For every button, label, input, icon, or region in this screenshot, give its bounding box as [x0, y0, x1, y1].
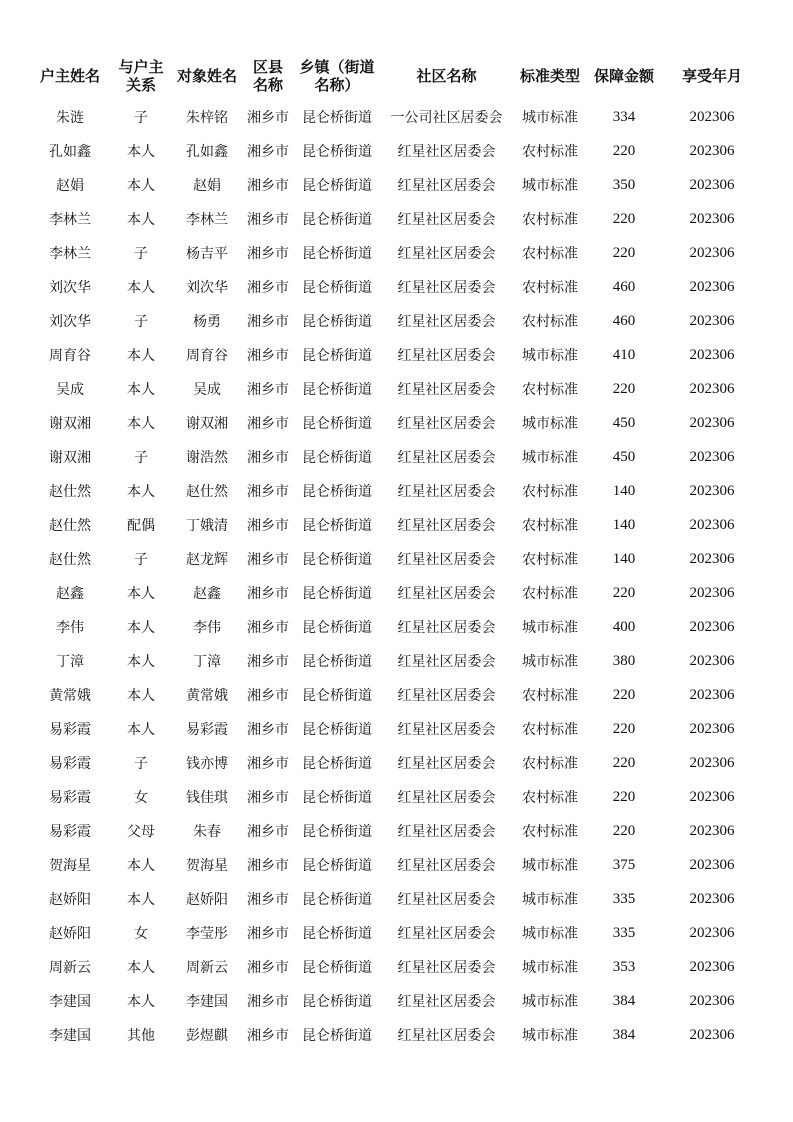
cell-standard-type: 农村标准 [522, 144, 578, 160]
cell-county: 湘乡市 [247, 722, 289, 738]
cell-head-of-household: 朱涟 [56, 110, 84, 126]
cell-community: 红星社区居委会 [397, 892, 496, 908]
cell-standard-type: 农村标准 [522, 790, 578, 806]
table-row [30, 168, 763, 202]
cell-head-of-household: 李林兰 [49, 246, 91, 262]
cell-community: 红星社区居委会 [397, 450, 496, 466]
cell-recipient-name: 赵龙辉 [186, 552, 228, 568]
cell-community: 红星社区居委会 [397, 416, 496, 432]
cell-standard-type: 城市标准 [522, 960, 578, 976]
cell-community: 红星社区居委会 [397, 756, 496, 772]
cell-relationship: 本人 [127, 892, 155, 908]
cell-relationship: 本人 [127, 688, 155, 704]
table-row [30, 304, 763, 338]
cell-relationship: 本人 [127, 348, 155, 364]
cell-township: 昆仑桥街道 [302, 858, 372, 874]
cell-recipient-name: 吴成 [193, 382, 221, 398]
cell-standard-type: 农村标准 [522, 484, 578, 500]
cell-amount: 384 [612, 992, 636, 1009]
cell-recipient-name: 赵娟 [193, 178, 221, 194]
cell-recipient-name: 贺海星 [186, 858, 228, 874]
cell-township: 昆仑桥街道 [302, 450, 372, 466]
cell-head-of-household: 李建国 [49, 1028, 91, 1044]
assistance-roster-table [30, 52, 763, 1052]
cell-township: 昆仑桥街道 [302, 280, 372, 296]
cell-standard-type: 农村标准 [522, 246, 578, 262]
cell-head-of-household: 丁漳 [56, 654, 84, 670]
cell-community: 红星社区居委会 [397, 246, 496, 262]
cell-recipient-name: 孔如鑫 [186, 144, 228, 160]
cell-standard-type: 城市标准 [522, 926, 578, 942]
cell-relationship: 父母 [127, 824, 155, 840]
cell-period: 202306 [689, 210, 735, 227]
cell-standard-type: 城市标准 [522, 892, 578, 908]
cell-amount: 220 [612, 584, 636, 601]
cell-county: 湘乡市 [247, 382, 289, 398]
cell-amount: 140 [612, 550, 636, 567]
cell-period: 202306 [689, 618, 735, 635]
cell-standard-type: 农村标准 [522, 824, 578, 840]
cell-period: 202306 [689, 686, 735, 703]
cell-period: 202306 [689, 142, 735, 159]
header-recipient-name: 对象姓名 [176, 67, 237, 85]
cell-period: 202306 [689, 992, 735, 1009]
cell-relationship: 本人 [127, 722, 155, 738]
cell-head-of-household: 易彩霞 [49, 790, 91, 806]
cell-county: 湘乡市 [247, 110, 289, 126]
header-row [30, 52, 763, 100]
cell-relationship: 女 [134, 790, 148, 806]
cell-period: 202306 [689, 958, 735, 975]
cell-recipient-name: 赵鑫 [193, 586, 221, 602]
cell-recipient-name: 易彩霞 [186, 722, 228, 738]
cell-community: 红星社区居委会 [397, 280, 496, 296]
cell-standard-type: 农村标准 [522, 314, 578, 330]
cell-amount: 450 [612, 448, 636, 465]
cell-head-of-household: 吴成 [56, 382, 84, 398]
cell-standard-type: 农村标准 [522, 586, 578, 602]
cell-county: 湘乡市 [247, 484, 289, 500]
table-row [30, 746, 763, 780]
table-row [30, 100, 763, 134]
header-community: 社区名称 [416, 67, 477, 85]
cell-standard-type: 农村标准 [522, 280, 578, 296]
cell-relationship: 子 [134, 756, 148, 772]
table-row [30, 134, 763, 168]
cell-amount: 450 [612, 414, 636, 431]
cell-amount: 384 [612, 1026, 636, 1043]
cell-recipient-name: 赵娇阳 [186, 892, 228, 908]
cell-county: 湘乡市 [247, 620, 289, 636]
cell-relationship: 本人 [127, 144, 155, 160]
cell-township: 昆仑桥街道 [302, 246, 372, 262]
header-relationship: 与户主 关系 [118, 58, 164, 94]
cell-standard-type: 城市标准 [522, 994, 578, 1010]
cell-county: 湘乡市 [247, 892, 289, 908]
cell-township: 昆仑桥街道 [302, 314, 372, 330]
cell-head-of-household: 李伟 [56, 620, 84, 636]
cell-relationship: 女 [134, 926, 148, 942]
cell-relationship: 子 [134, 314, 148, 330]
cell-amount: 335 [612, 890, 636, 907]
cell-township: 昆仑桥街道 [302, 688, 372, 704]
cell-county: 湘乡市 [247, 246, 289, 262]
cell-head-of-household: 刘次华 [49, 280, 91, 296]
cell-head-of-household: 赵娇阳 [49, 926, 91, 942]
cell-township: 昆仑桥街道 [302, 994, 372, 1010]
cell-relationship: 子 [134, 246, 148, 262]
cell-county: 湘乡市 [247, 586, 289, 602]
cell-recipient-name: 杨吉平 [186, 246, 228, 262]
cell-relationship: 子 [134, 450, 148, 466]
cell-relationship: 本人 [127, 960, 155, 976]
cell-township: 昆仑桥街道 [302, 110, 372, 126]
cell-relationship: 子 [134, 552, 148, 568]
cell-community: 红星社区居委会 [397, 858, 496, 874]
cell-community: 红星社区居委会 [397, 212, 496, 228]
cell-township: 昆仑桥街道 [302, 756, 372, 772]
cell-head-of-household: 刘次华 [49, 314, 91, 330]
cell-amount: 220 [612, 720, 636, 737]
cell-head-of-household: 黄常娥 [49, 688, 91, 704]
cell-recipient-name: 丁漳 [193, 654, 221, 670]
cell-amount: 460 [612, 278, 636, 295]
cell-period: 202306 [689, 856, 735, 873]
cell-period: 202306 [689, 550, 735, 567]
cell-community: 红星社区居委会 [397, 484, 496, 500]
cell-recipient-name: 丁娥清 [186, 518, 228, 534]
cell-community: 红星社区居委会 [397, 382, 496, 398]
cell-township: 昆仑桥街道 [302, 416, 372, 432]
cell-county: 湘乡市 [247, 994, 289, 1010]
cell-period: 202306 [689, 108, 735, 125]
cell-amount: 400 [612, 618, 636, 635]
cell-recipient-name: 谢双湘 [186, 416, 228, 432]
cell-head-of-household: 李建国 [49, 994, 91, 1010]
cell-amount: 375 [612, 856, 636, 873]
cell-amount: 335 [612, 924, 636, 941]
cell-county: 湘乡市 [247, 960, 289, 976]
cell-amount: 220 [612, 244, 636, 261]
table-row [30, 678, 763, 712]
cell-period: 202306 [689, 1026, 735, 1043]
cell-recipient-name: 李建国 [186, 994, 228, 1010]
table-row [30, 712, 763, 746]
cell-head-of-household: 赵鑫 [56, 586, 84, 602]
cell-community: 红星社区居委会 [397, 790, 496, 806]
table-row [30, 1018, 763, 1052]
cell-head-of-household: 孔如鑫 [49, 144, 91, 160]
cell-township: 昆仑桥街道 [302, 824, 372, 840]
cell-period: 202306 [689, 448, 735, 465]
cell-period: 202306 [689, 482, 735, 499]
cell-relationship: 本人 [127, 586, 155, 602]
cell-community: 红星社区居委会 [397, 1028, 496, 1044]
cell-county: 湘乡市 [247, 858, 289, 874]
header-head-of-household: 户主姓名 [39, 67, 100, 85]
table-row [30, 644, 763, 678]
cell-community: 一公司社区居委会 [390, 110, 503, 126]
cell-community: 红星社区居委会 [397, 586, 496, 602]
cell-standard-type: 城市标准 [522, 178, 578, 194]
cell-head-of-household: 赵仕然 [49, 484, 91, 500]
cell-head-of-household: 易彩霞 [49, 824, 91, 840]
cell-standard-type: 农村标准 [522, 212, 578, 228]
cell-amount: 380 [612, 652, 636, 669]
cell-standard-type: 城市标准 [522, 110, 578, 126]
cell-recipient-name: 周新云 [186, 960, 228, 976]
cell-head-of-household: 赵娟 [56, 178, 84, 194]
cell-amount: 220 [612, 210, 636, 227]
table-row [30, 202, 763, 236]
cell-relationship: 其他 [127, 1028, 155, 1044]
cell-standard-type: 城市标准 [522, 450, 578, 466]
cell-amount: 220 [612, 754, 636, 771]
cell-period: 202306 [689, 754, 735, 771]
header-township: 乡镇（街道 名称） [299, 58, 375, 94]
cell-county: 湘乡市 [247, 688, 289, 704]
cell-community: 红星社区居委会 [397, 620, 496, 636]
cell-amount: 140 [612, 482, 636, 499]
cell-period: 202306 [689, 516, 735, 533]
table-row [30, 814, 763, 848]
cell-township: 昆仑桥街道 [302, 348, 372, 364]
cell-community: 红星社区居委会 [397, 552, 496, 568]
cell-amount: 220 [612, 788, 636, 805]
cell-community: 红星社区居委会 [397, 926, 496, 942]
cell-standard-type: 城市标准 [522, 416, 578, 432]
table-row [30, 338, 763, 372]
cell-standard-type: 农村标准 [522, 382, 578, 398]
cell-head-of-household: 易彩霞 [49, 756, 91, 772]
cell-township: 昆仑桥街道 [302, 960, 372, 976]
cell-county: 湘乡市 [247, 416, 289, 432]
cell-township: 昆仑桥街道 [302, 722, 372, 738]
cell-relationship: 本人 [127, 382, 155, 398]
cell-county: 湘乡市 [247, 926, 289, 942]
table-row [30, 236, 763, 270]
table-row [30, 474, 763, 508]
cell-recipient-name: 黄常娥 [186, 688, 228, 704]
table-row [30, 406, 763, 440]
cell-amount: 220 [612, 822, 636, 839]
header-county: 区县 名称 [252, 58, 283, 94]
cell-recipient-name: 周育谷 [186, 348, 228, 364]
cell-period: 202306 [689, 924, 735, 941]
cell-head-of-household: 易彩霞 [49, 722, 91, 738]
cell-township: 昆仑桥街道 [302, 178, 372, 194]
cell-period: 202306 [689, 312, 735, 329]
cell-period: 202306 [689, 176, 735, 193]
cell-community: 红星社区居委会 [397, 178, 496, 194]
cell-county: 湘乡市 [247, 144, 289, 160]
cell-standard-type: 农村标准 [522, 518, 578, 534]
cell-township: 昆仑桥街道 [302, 892, 372, 908]
cell-township: 昆仑桥街道 [302, 552, 372, 568]
table-row [30, 882, 763, 916]
cell-amount: 410 [612, 346, 636, 363]
cell-recipient-name: 彭煜麒 [186, 1028, 228, 1044]
cell-county: 湘乡市 [247, 212, 289, 228]
cell-relationship: 本人 [127, 654, 155, 670]
cell-recipient-name: 谢浩然 [186, 450, 228, 466]
cell-community: 红星社区居委会 [397, 960, 496, 976]
cell-relationship: 子 [134, 110, 148, 126]
table-row [30, 542, 763, 576]
cell-amount: 220 [612, 686, 636, 703]
cell-recipient-name: 赵仕然 [186, 484, 228, 500]
cell-township: 昆仑桥街道 [302, 518, 372, 534]
cell-recipient-name: 李伟 [193, 620, 221, 636]
cell-period: 202306 [689, 720, 735, 737]
cell-community: 红星社区居委会 [397, 518, 496, 534]
cell-period: 202306 [689, 890, 735, 907]
cell-amount: 460 [612, 312, 636, 329]
cell-period: 202306 [689, 278, 735, 295]
cell-period: 202306 [689, 380, 735, 397]
cell-county: 湘乡市 [247, 552, 289, 568]
cell-township: 昆仑桥街道 [302, 926, 372, 942]
cell-period: 202306 [689, 414, 735, 431]
cell-township: 昆仑桥街道 [302, 382, 372, 398]
cell-head-of-household: 赵仕然 [49, 552, 91, 568]
cell-county: 湘乡市 [247, 178, 289, 194]
cell-standard-type: 城市标准 [522, 654, 578, 670]
cell-amount: 350 [612, 176, 636, 193]
cell-standard-type: 城市标准 [522, 1028, 578, 1044]
cell-period: 202306 [689, 584, 735, 601]
cell-community: 红星社区居委会 [397, 348, 496, 364]
cell-period: 202306 [689, 652, 735, 669]
cell-community: 红星社区居委会 [397, 654, 496, 670]
table-row [30, 984, 763, 1018]
table-body [30, 100, 763, 1052]
cell-amount: 334 [612, 108, 636, 125]
cell-relationship: 配偶 [127, 518, 155, 534]
cell-recipient-name: 杨勇 [193, 314, 221, 330]
cell-standard-type: 城市标准 [522, 348, 578, 364]
cell-amount: 353 [612, 958, 636, 975]
cell-relationship: 本人 [127, 484, 155, 500]
cell-relationship: 本人 [127, 620, 155, 636]
cell-standard-type: 农村标准 [522, 722, 578, 738]
cell-county: 湘乡市 [247, 790, 289, 806]
cell-township: 昆仑桥街道 [302, 484, 372, 500]
cell-township: 昆仑桥街道 [302, 586, 372, 602]
cell-period: 202306 [689, 346, 735, 363]
cell-recipient-name: 刘次华 [186, 280, 228, 296]
cell-township: 昆仑桥街道 [302, 790, 372, 806]
cell-county: 湘乡市 [247, 450, 289, 466]
table-row [30, 576, 763, 610]
cell-township: 昆仑桥街道 [302, 654, 372, 670]
cell-relationship: 本人 [127, 280, 155, 296]
table-row [30, 848, 763, 882]
cell-recipient-name: 朱春 [193, 824, 221, 840]
cell-community: 红星社区居委会 [397, 314, 496, 330]
cell-relationship: 本人 [127, 416, 155, 432]
cell-recipient-name: 钱亦博 [186, 756, 228, 772]
cell-community: 红星社区居委会 [397, 688, 496, 704]
cell-county: 湘乡市 [247, 518, 289, 534]
cell-head-of-household: 赵娇阳 [49, 892, 91, 908]
cell-standard-type: 城市标准 [522, 858, 578, 874]
cell-recipient-name: 钱佳琪 [186, 790, 228, 806]
cell-head-of-household: 李林兰 [49, 212, 91, 228]
cell-relationship: 本人 [127, 858, 155, 874]
cell-township: 昆仑桥街道 [302, 212, 372, 228]
cell-community: 红星社区居委会 [397, 994, 496, 1010]
cell-standard-type: 农村标准 [522, 688, 578, 704]
cell-amount: 220 [612, 380, 636, 397]
cell-amount: 140 [612, 516, 636, 533]
cell-relationship: 本人 [127, 994, 155, 1010]
cell-relationship: 本人 [127, 212, 155, 228]
cell-township: 昆仑桥街道 [302, 620, 372, 636]
cell-period: 202306 [689, 822, 735, 839]
table-row [30, 508, 763, 542]
cell-head-of-household: 谢双湘 [49, 416, 91, 432]
cell-county: 湘乡市 [247, 824, 289, 840]
table-row [30, 270, 763, 304]
table-row [30, 916, 763, 950]
cell-recipient-name: 朱梓铭 [186, 110, 228, 126]
cell-head-of-household: 周育谷 [49, 348, 91, 364]
cell-head-of-household: 贺海星 [49, 858, 91, 874]
cell-head-of-household: 周新云 [49, 960, 91, 976]
header-period: 享受年月 [681, 67, 742, 85]
cell-county: 湘乡市 [247, 654, 289, 670]
cell-township: 昆仑桥街道 [302, 144, 372, 160]
cell-community: 红星社区居委会 [397, 144, 496, 160]
cell-county: 湘乡市 [247, 756, 289, 772]
cell-period: 202306 [689, 788, 735, 805]
table-row [30, 440, 763, 474]
cell-recipient-name: 李林兰 [186, 212, 228, 228]
cell-relationship: 本人 [127, 178, 155, 194]
cell-standard-type: 农村标准 [522, 756, 578, 772]
table-row [30, 610, 763, 644]
cell-standard-type: 农村标准 [522, 552, 578, 568]
table-row [30, 780, 763, 814]
cell-period: 202306 [689, 244, 735, 261]
header-amount: 保障金额 [593, 67, 654, 85]
header-standard-type: 标准类型 [519, 67, 580, 85]
cell-recipient-name: 李莹彤 [186, 926, 228, 942]
cell-county: 湘乡市 [247, 314, 289, 330]
cell-head-of-household: 赵仕然 [49, 518, 91, 534]
cell-community: 红星社区居委会 [397, 722, 496, 738]
cell-township: 昆仑桥街道 [302, 1028, 372, 1044]
table-row [30, 950, 763, 984]
cell-amount: 220 [612, 142, 636, 159]
cell-head-of-household: 谢双湘 [49, 450, 91, 466]
cell-county: 湘乡市 [247, 280, 289, 296]
cell-community: 红星社区居委会 [397, 824, 496, 840]
table-row [30, 372, 763, 406]
cell-county: 湘乡市 [247, 1028, 289, 1044]
cell-county: 湘乡市 [247, 348, 289, 364]
cell-standard-type: 城市标准 [522, 620, 578, 636]
